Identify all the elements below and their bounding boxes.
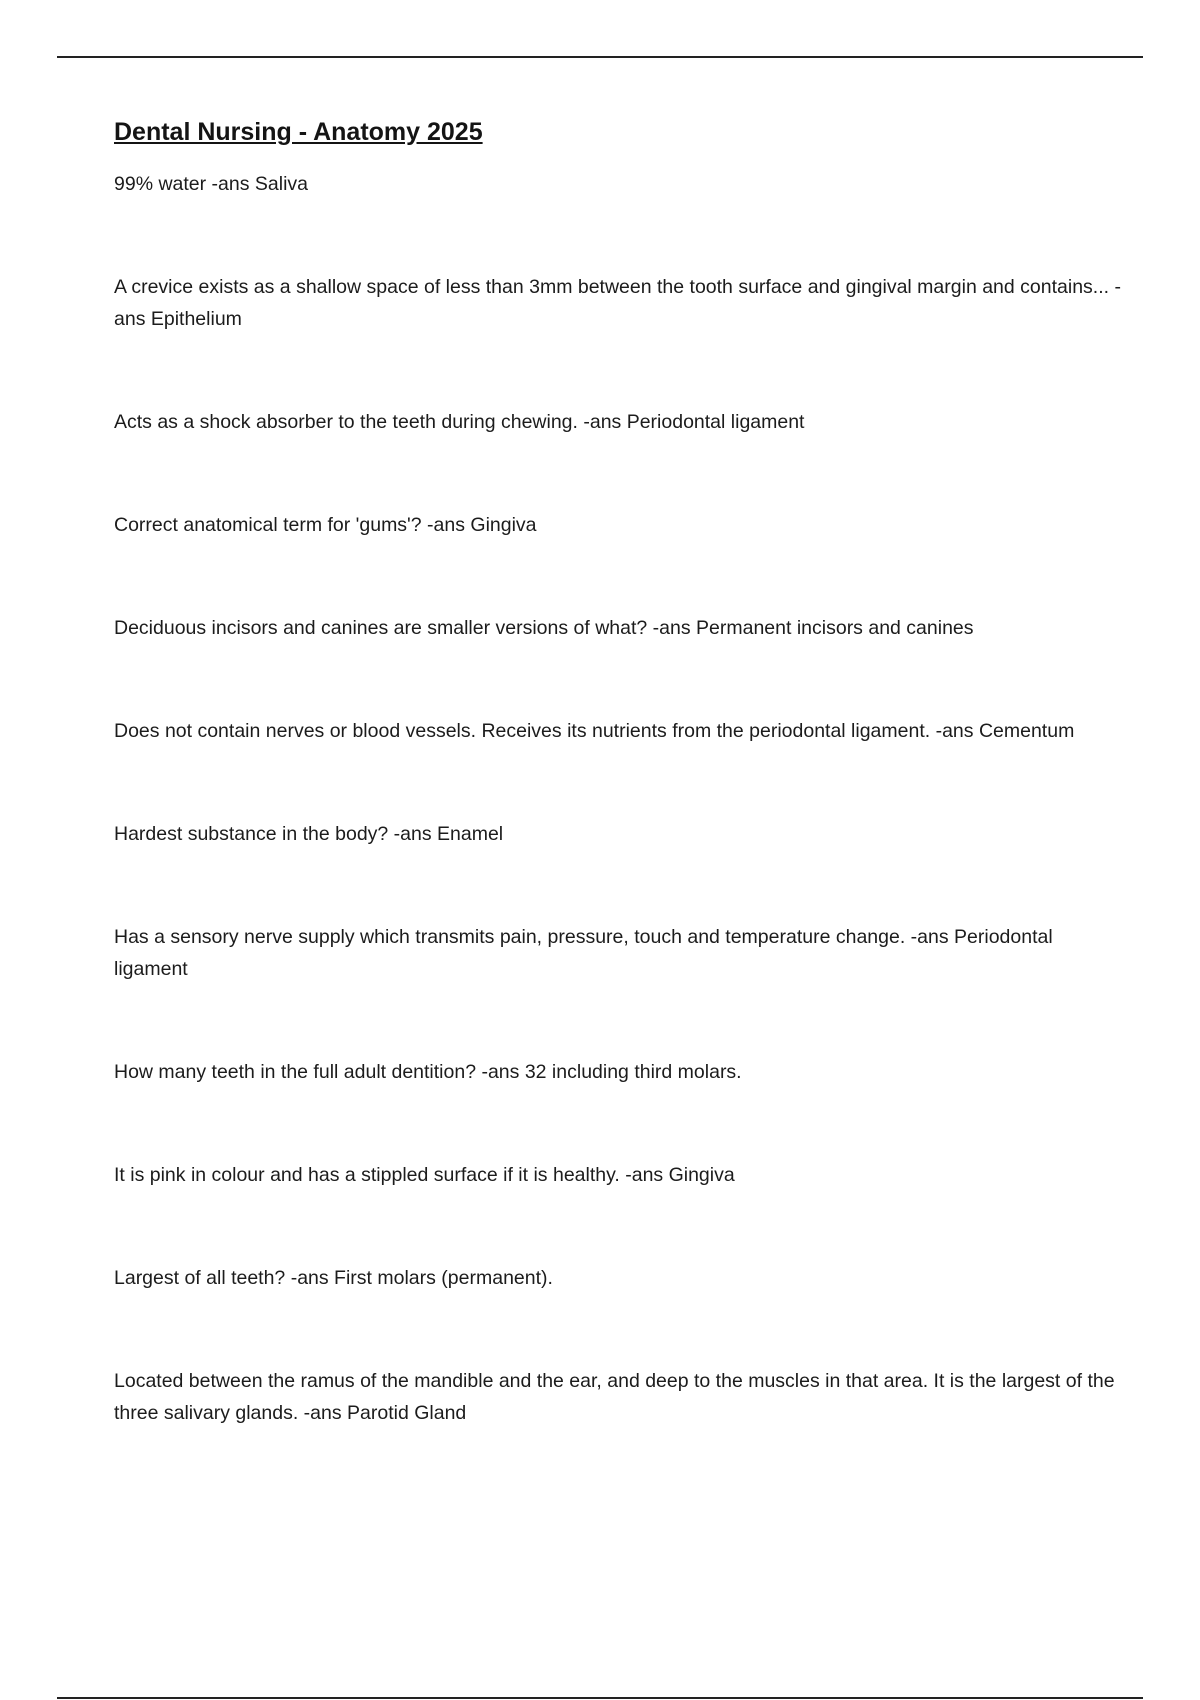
qa-item: Deciduous incisors and canines are smaller versions of what? -ans Permanent incisors and canines [114,617,974,639]
document-body [114,114,1124,1500]
footer-rule [57,1697,1143,1699]
qa-item: Acts as a shock absorber to the teeth during chewing. -ans Periodontal ligament [114,411,805,433]
qa-item: Hardest substance in the body? -ans Enamel [114,823,504,845]
qa-item: Correct anatomical term for 'gums'? -ans Gingiva [114,514,537,536]
qa-item: It is pink in colour and has a stippled surface if it is healthy. -ans Gingiva [114,1164,735,1186]
qa-item: A crevice exists as a shallow space of less than 3mm between the tooth surface and gingival margin and contains... -ans Epithelium [114,276,1121,330]
qa-item: 99% water -ans Saliva [114,173,309,195]
qa-item: Has a sensory nerve supply which transmits pain, pressure, touch and temperature change. -ans Periodontal ligament [114,926,1053,980]
qa-item: Located between the ramus of the mandible and the ear, and deep to the muscles in that area. It is the largest of the three salivary glands. -ans Parotid Gland [114,1370,1115,1424]
qa-item: Does not contain nerves or blood vessels. Receives its nutrients from the periodontal ligament. -ans Cementum [114,720,1075,742]
qa-item: How many teeth in the full adult dentition? -ans 32 including third molars. [114,1061,742,1083]
qa-list [114,168,1124,1429]
document-title: Dental Nursing - Anatomy 2025 [114,118,483,146]
qa-item: Largest of all teeth? -ans First molars (permanent). [114,1267,553,1289]
header-rule [57,56,1143,58]
